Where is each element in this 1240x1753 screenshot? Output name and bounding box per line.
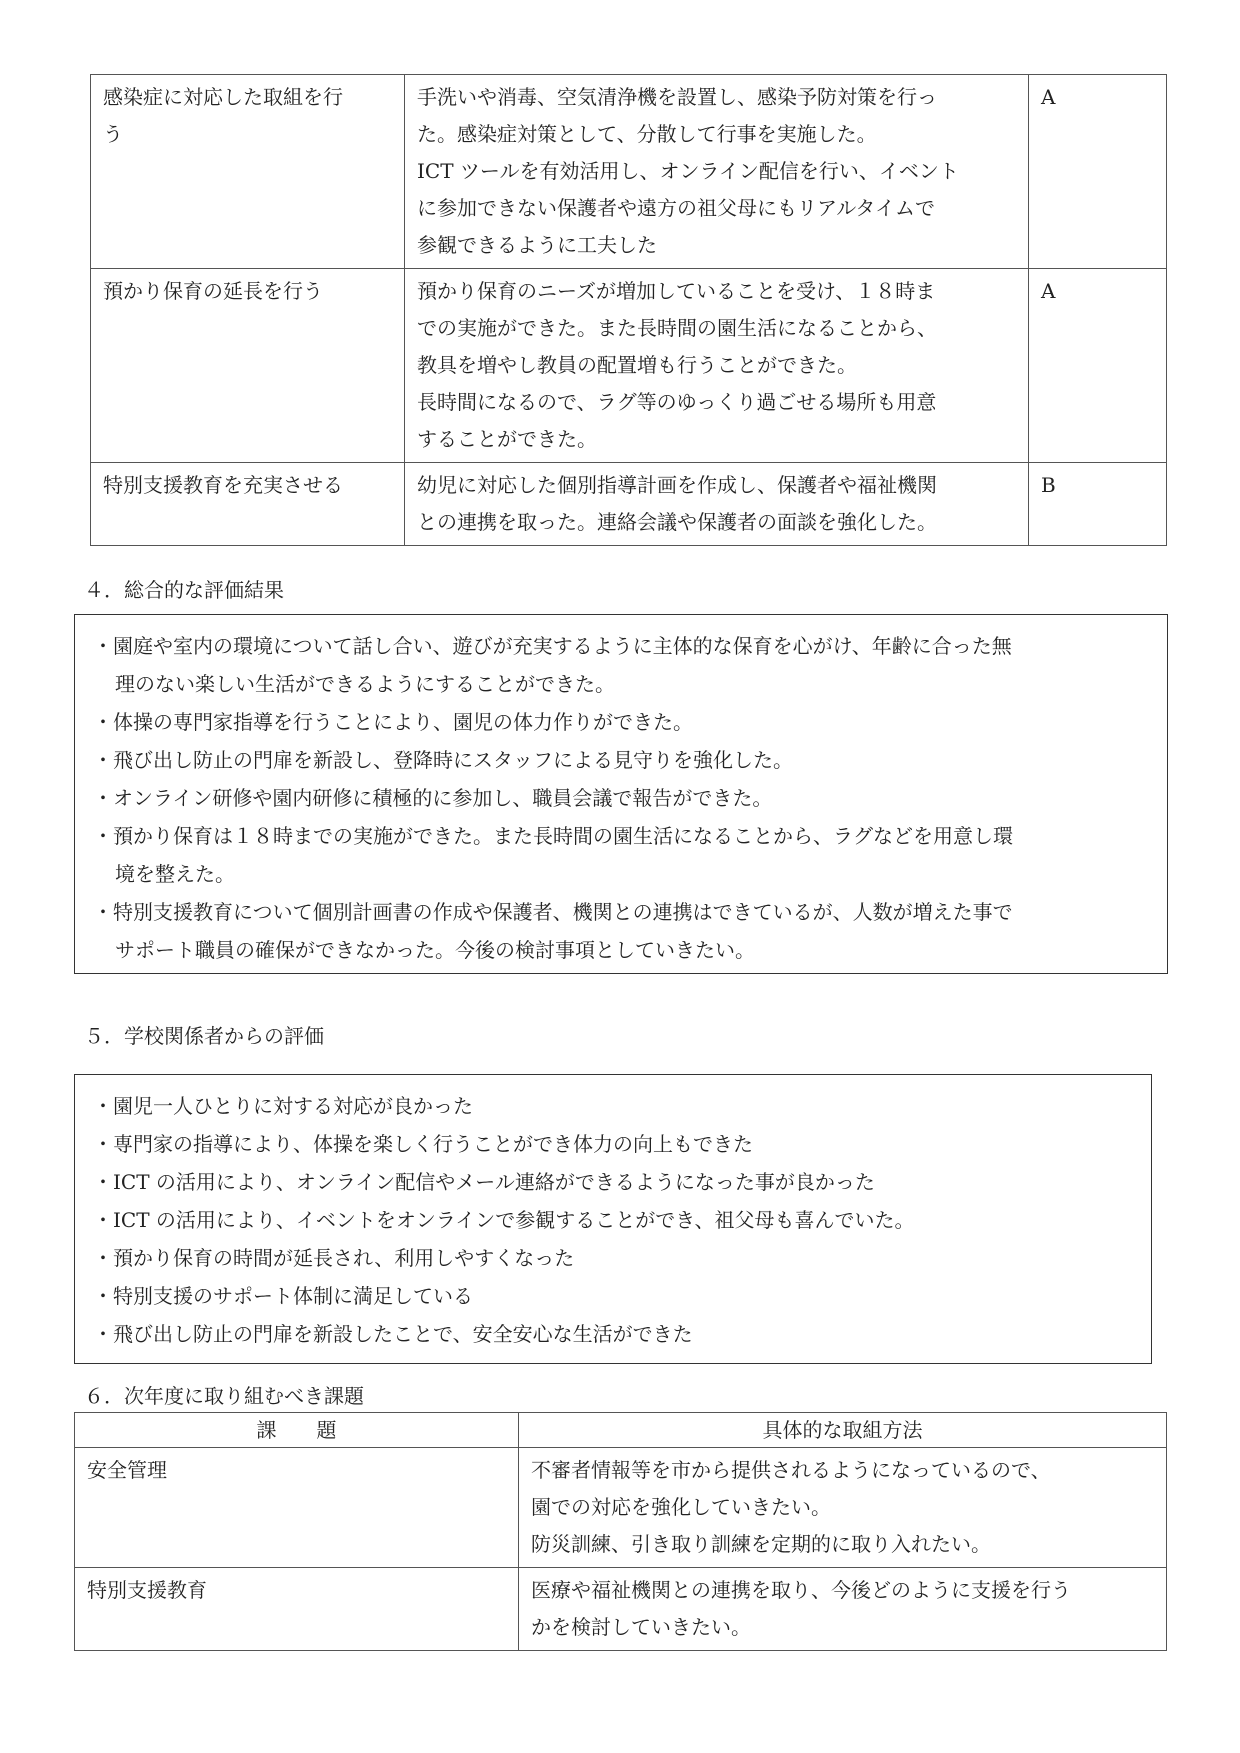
table-row [91,269,1167,463]
cell-line: う [103,122,123,146]
table-row [91,75,1167,269]
cell-line: 感染症に対応した取組を行 [103,85,343,109]
cell-line: 幼児に対応した個別指導計画を作成し、保護者や福祉機関 [417,473,937,497]
cell-line: 参観できるように工夫した [417,233,657,257]
cell-line: 特別支援教育を充実させる [103,473,343,497]
cell-line: 長時間になるので、ラグ等のゆっくり過ごせる場所も用意 [417,390,937,414]
evaluation-detail-cell [405,75,1029,269]
cell-line: 教具を増やし教員の配置増も行うことができた。 [417,353,857,377]
bullet-item: ・専門家の指導により、体操を楽しく行うことができ体力の向上もできた [93,1132,753,1156]
next-year-issues-table [74,1412,1167,1651]
stakeholder-evaluation-box [74,1074,1152,1364]
overall-evaluation-box [74,614,1168,974]
cell-line: ICT ツールを有効活用し、オンライン配信を行い、イベント [417,159,959,183]
cell-line: との連携を取った。連絡会議や保護者の面談を強化した。 [417,510,937,534]
cell-line: 不審者情報等を市から提供されるようになっているので、 [531,1458,1051,1482]
bullet-continuation: サポート職員の確保ができなかった。今後の検討事項としていきたい。 [115,938,755,962]
evaluation-grade-cell: A [1029,75,1167,269]
cell-line: 園での対応を強化していきたい。 [531,1495,831,1519]
column-header-method: 具体的な取組方法 [519,1413,1167,1448]
bullet-item: ・預かり保育は１８時までの実施ができた。また長時間の園生活になることから、ラグなどを用意し環 [93,824,1013,848]
bullet-item: ・預かり保育の時間が延長され、利用しやすくなった [93,1246,575,1270]
cell-line: かを検討していきたい。 [531,1615,751,1639]
evaluation-grade-cell: A [1029,269,1167,463]
bullet-item: ・オンライン研修や園内研修に積極的に参加し、職員会議で報告ができた。 [93,786,773,810]
bullet-continuation: 理のない楽しい生活ができるようにすることができた。 [115,672,615,696]
evaluation-detail-cell [405,269,1029,463]
bullet-item: ・飛び出し防止の門扉を新設し、登降時にスタッフによる見守りを強化した。 [93,748,793,772]
column-header-issue: 課 題 [75,1413,519,1448]
method-cell [519,1568,1167,1651]
evaluation-item-cell [91,269,405,463]
bullet-item: ・特別支援のサポート体制に満足している [93,1284,473,1308]
cell-line: た。感染症対策として、分散して行事を実施した。 [417,122,877,146]
issue-cell: 安全管理 [75,1448,519,1568]
evaluation-detail-cell [405,463,1029,546]
table-row [91,463,1167,546]
cell-line: 預かり保育のニーズが増加していることを受け、１８時ま [417,279,936,303]
bullet-item: ・体操の専門家指導を行うことにより、園児の体力作りができた。 [93,710,693,734]
evaluation-item-cell [91,463,405,546]
cell-line: での実施ができた。また長時間の園生活になることから、 [417,316,937,340]
cell-line: に参加できない保護者や遠方の祖父母にもリアルタイムで [417,196,935,220]
bullet-item: ・飛び出し防止の門扉を新設したことで、安全安心な生活ができた [93,1322,693,1346]
cell-line: 預かり保育の延長を行う [103,279,323,303]
evaluation-table [90,74,1167,546]
cell-line: 医療や福祉機関との連携を取り、今後どのように支援を行う [531,1578,1071,1602]
section5-heading: ５．学校関係者からの評価 [84,1024,324,1048]
method-cell [519,1448,1167,1568]
section6-heading: ６．次年度に取り組むべき課題 [84,1384,364,1408]
bullet-item: ・特別支援教育について個別計画書の作成や保護者、機関との連携はできているが、人数が増えた事で [93,900,1013,924]
section4-heading: ４．総合的な評価結果 [84,578,284,602]
bullet-continuation: 境を整えた。 [115,862,235,886]
cell-line: 防災訓練、引き取り訓練を定期的に取り入れたい。 [531,1532,991,1556]
cell-line: することができた。 [417,427,597,451]
evaluation-grade-cell: B [1029,463,1167,546]
cell-line: 手洗いや消毒、空気清浄機を設置し、感染予防対策を行っ [417,85,937,109]
bullet-item: ・園庭や室内の環境について話し合い、遊びが充実するように主体的な保育を心がけ、年齢に合った無 [93,634,1012,658]
table-row [75,1568,1167,1651]
table-row [75,1448,1167,1568]
table-header-row [75,1413,1167,1448]
bullet-item: ・ICT の活用により、イベントをオンラインで参観することができ、祖父母も喜んでいた。 [93,1208,915,1232]
evaluation-item-cell [91,75,405,269]
issue-cell: 特別支援教育 [75,1568,519,1651]
bullet-item: ・園児一人ひとりに対する対応が良かった [93,1094,473,1118]
bullet-item: ・ICT の活用により、オンライン配信やメール連絡ができるようになった事が良かった [93,1170,875,1194]
